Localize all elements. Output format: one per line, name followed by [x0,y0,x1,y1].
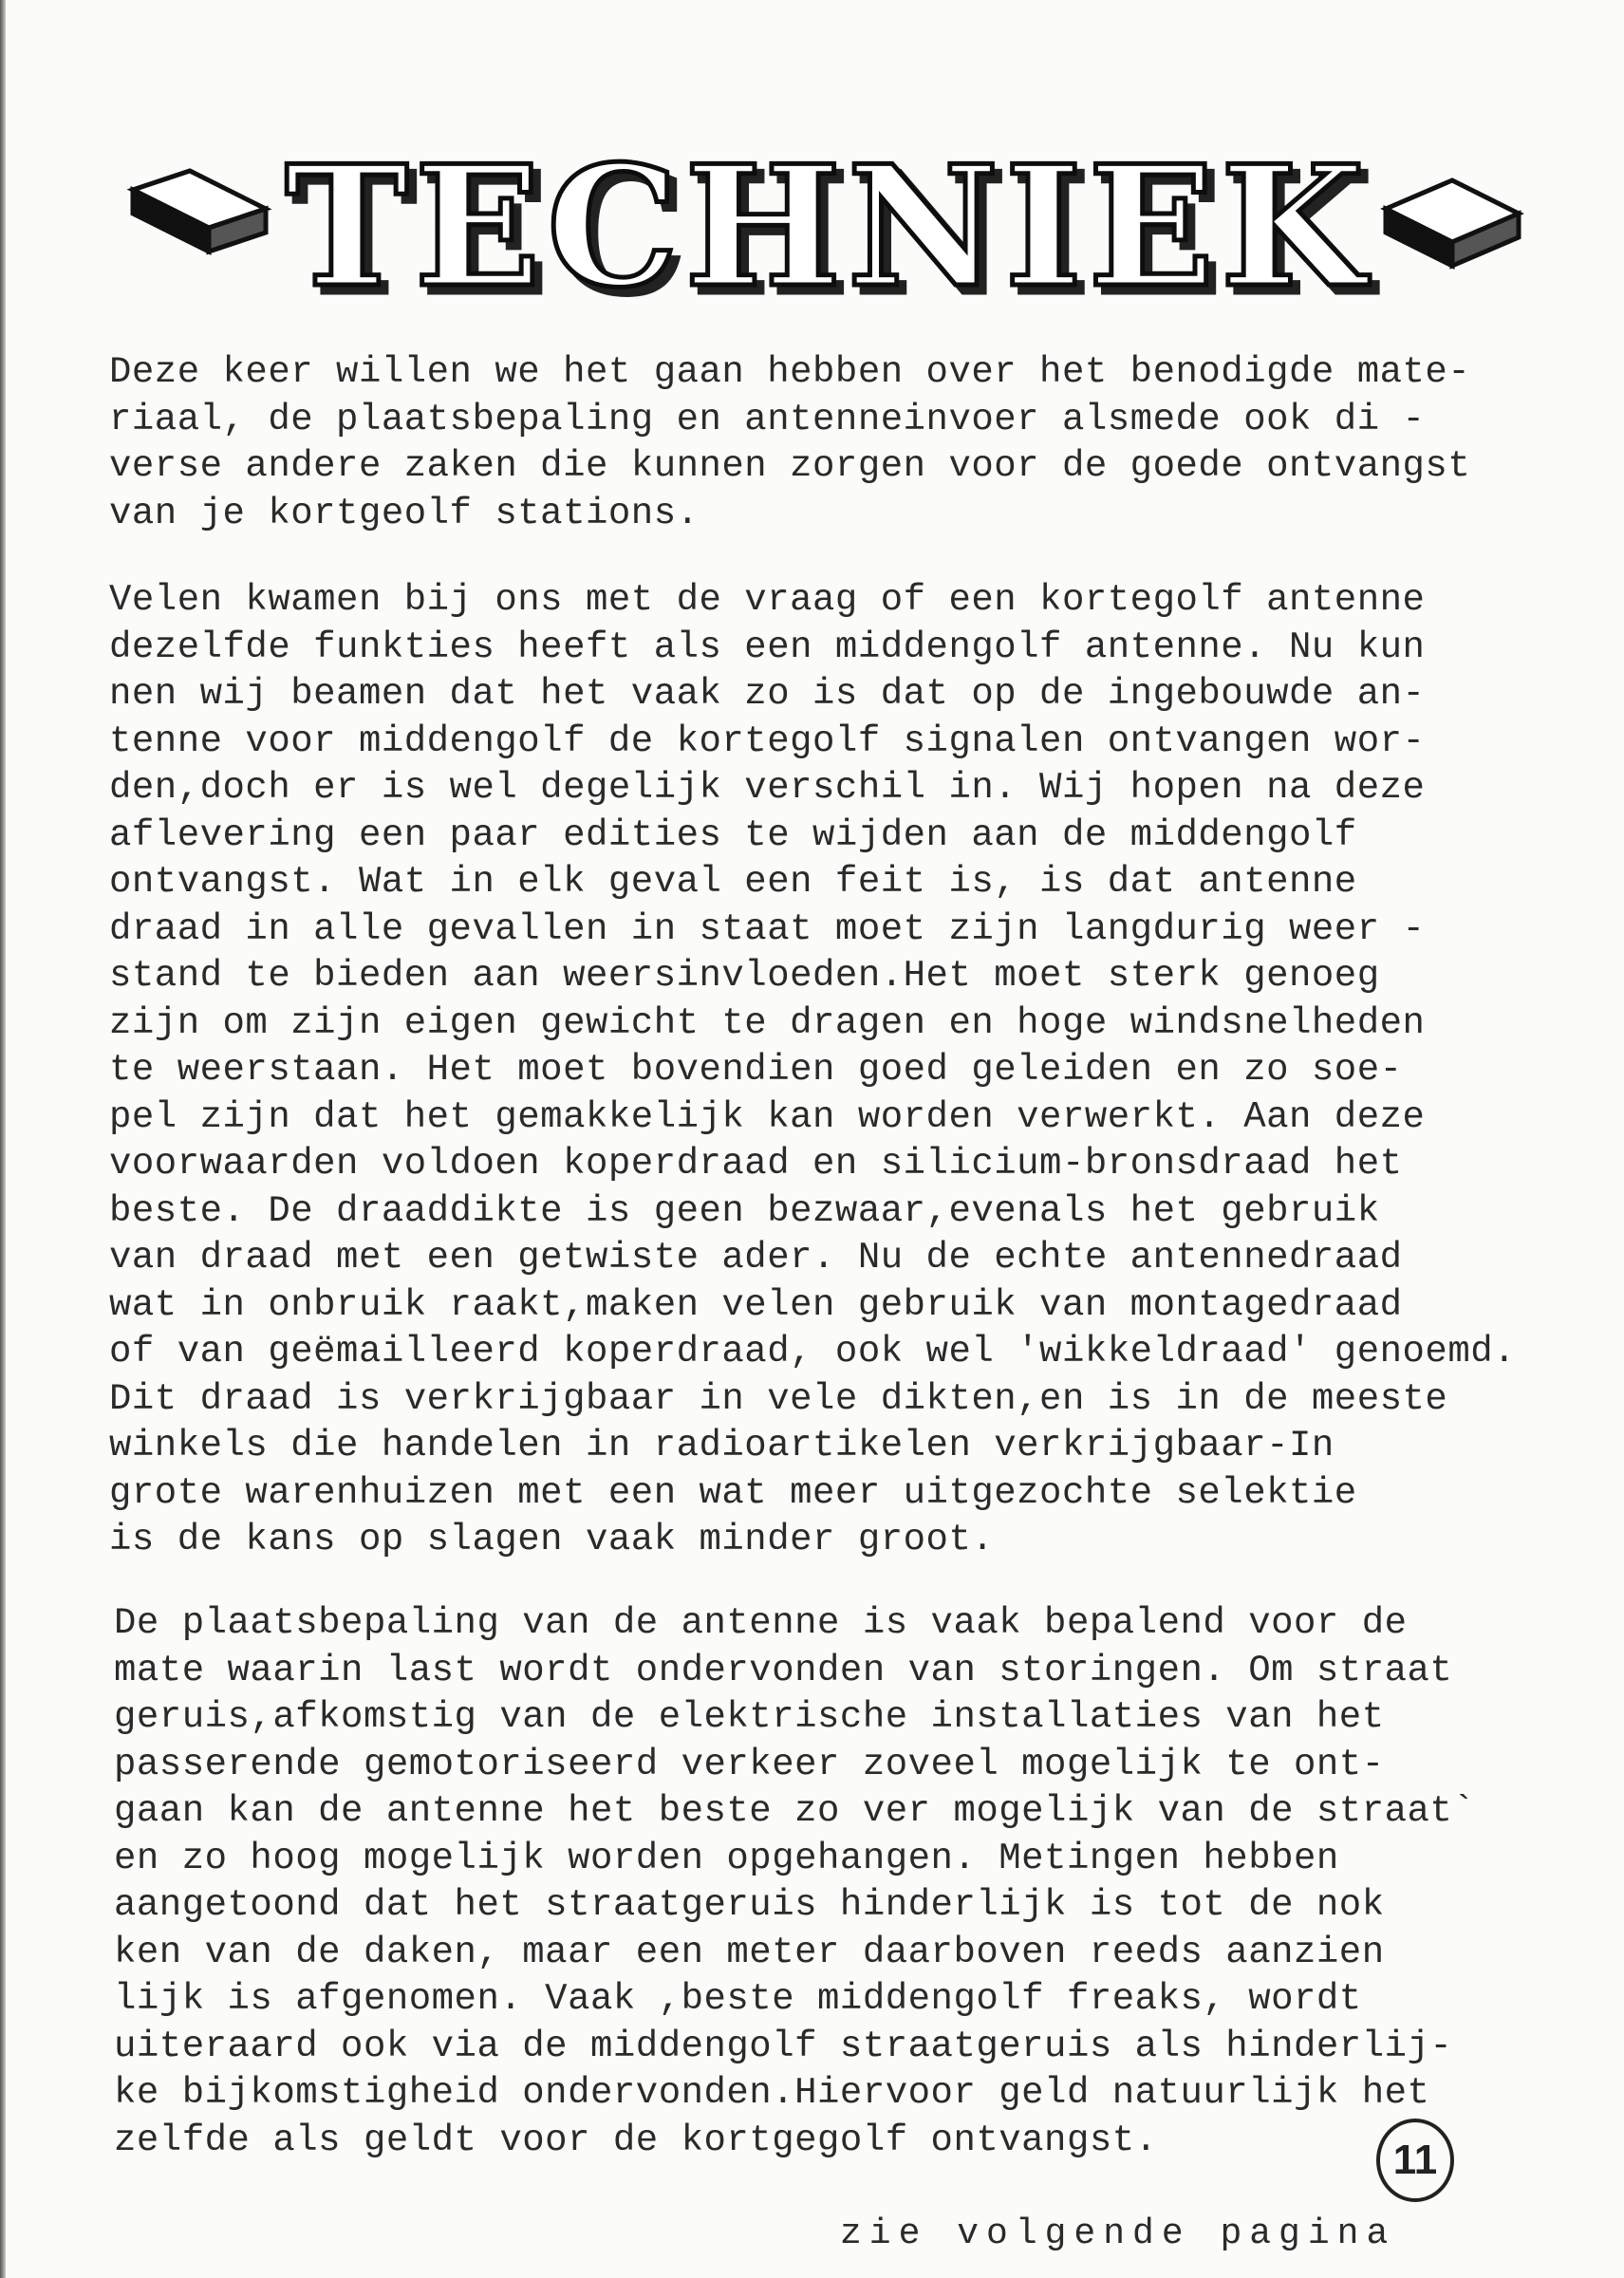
text-line: Dit draad is verkrijgbaar in vele dikten,en is in de meeste [109,1377,1448,1420]
text-line: zelfde als geldt voor de kortgegolf ontvangst. [114,2119,1158,2161]
binding-edge [0,0,6,2278]
text-line: verse andere zaken die kunnen zorgen voor de goede ontvangst [109,445,1471,487]
text-line: ke bijkomstigheid ondervonden.Hiervoor geld natuurlijk het [114,2072,1430,2114]
text-line: van je kortgeolf stations. [109,492,700,534]
text-line: zijn om zijn eigen gewicht te dragen en hoge windsnelheden [109,1001,1426,1044]
text-line: tenne voor middengolf de kortegolf signalen ontvangen wor- [109,719,1426,762]
text-line: wat in onbruik raakt,maken velen gebruik van montagedraad [109,1283,1403,1326]
text-line: aflevering een paar edities te wijden aan de middengolf [109,813,1357,856]
text-line: en zo hoog mogelijk worden opgehangen. Metingen hebben [114,1837,1339,1879]
text-line: of van geëmailleerd koperdraad, ook wel 'wikkeldraad' genoemd. [109,1331,1517,1372]
text-line: van draad met een getwiste ader. Nu de echte antennedraad [109,1237,1403,1279]
page-title: TECHNIEK [285,142,1371,304]
text-line: voorwaarden voldoen koperdraad en silicium-bronsdraad het [109,1143,1403,1185]
text-line: passerende gemotoriseerd verkeer zoveel mogelijk te ont- [114,1743,1385,1785]
text-line: mate waarin last wordt ondervonden van storingen. Om straat [114,1649,1453,1691]
text-line: riaal, de plaatsbepaling en antenneinvoer alsmede ook di - [109,398,1426,440]
text-line: Velen kwamen bij ons met de vraag of een kortegolf antenne [109,579,1426,621]
paragraph-intro [109,349,1470,537]
text-line: dezelfde funkties heeft als een middengolf antenne. Nu kun [109,626,1426,668]
text-line: stand te bieden aan weersinvloeden.Het moet sterk genoeg [109,955,1380,997]
text-line: De plaatsbepaling van de antenne is vaak bepalend voor de [114,1602,1408,1644]
techniek-title-logo [123,142,1528,304]
paragraph-antenna-wire [109,577,1516,1564]
text-line: te weerstaan. Het moet bovendien goed geleiden en zo soe- [109,1049,1403,1091]
left-bar-icon [133,171,266,252]
text-line: nen wij beamen dat het vaak zo is dat op de ingebouwde an- [109,673,1426,715]
text-line: beste. De draaddikte is geen bezwaar,evenals het gebruik [109,1189,1380,1232]
right-bar-icon [1386,180,1519,266]
continue-note: zie volgende pagina [840,2213,1396,2254]
text-line: uiteraard ook via de middengolf straatgeruis als hinderlij- [114,2025,1453,2067]
text-line: lijk is afgenomen. Vaak ,beste middengolf freaks, wordt [114,1978,1362,2020]
text-line: gaan kan de antenne het beste zo ver mogelijk van de straat` [114,1790,1476,1832]
text-line: den,doch er is wel degelijk verschil in. Wij hopen na deze [109,767,1426,809]
text-line: aangetoond dat het straatgeruis hinderlijk is tot de nok [114,1884,1385,1926]
text-line: ontvangst. Wat in elk geval een feit is, is dat antenne [109,861,1357,903]
paragraph-placement [114,1600,1475,2164]
text-line: is de kans op slagen vaak minder groot. [109,1519,995,1560]
text-line: ken van de daken, maar een meter daarboven reeds aanzien [114,1931,1385,1973]
text-line: Deze keer willen we het gaan hebben over het benodigde mate- [109,351,1471,393]
text-line: geruis,afkomstig van de elektrische installaties van het [114,1696,1385,1738]
page-number: 11 [1376,2119,1454,2202]
text-line: grote warenhuizen met een wat meer uitgezochte selektie [109,1471,1357,1514]
text-line: winkels die handelen in radioartikelen verkrijgbaar-In [109,1425,1335,1466]
text-line: pel zijn dat het gemakkelijk kan worden verwerkt. Aan deze [109,1095,1426,1138]
text-line: draad in alle gevallen in staat moet zijn langdurig weer - [109,907,1426,950]
